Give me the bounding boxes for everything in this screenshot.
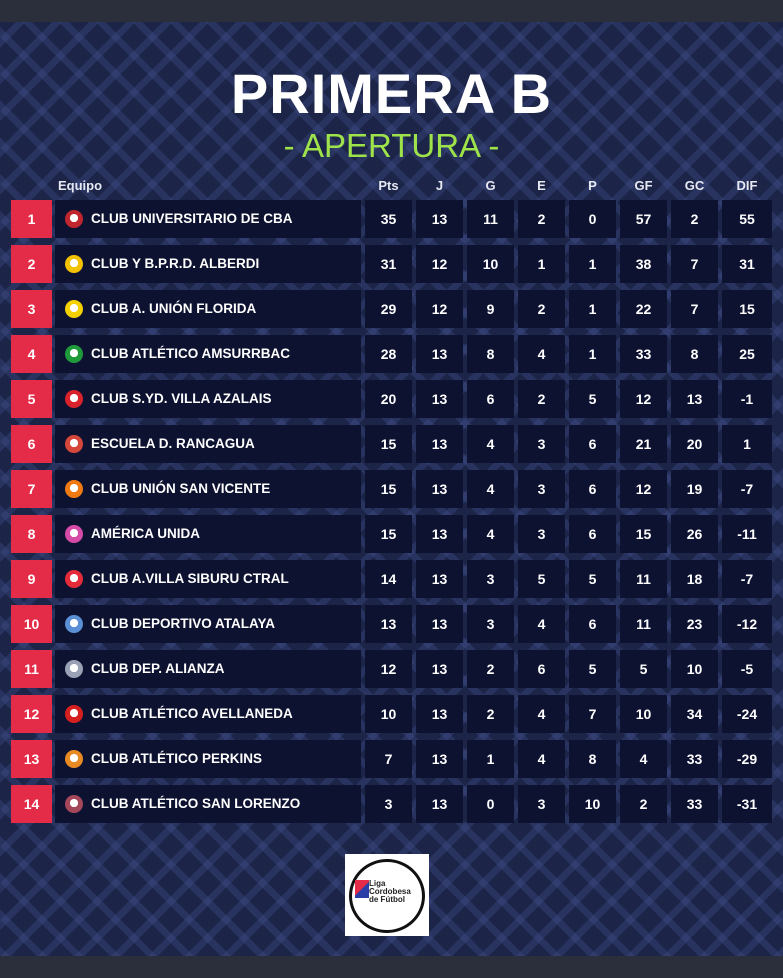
g-cell: 0	[467, 785, 514, 823]
club-crest-icon	[65, 525, 83, 543]
position-cell: 11	[11, 650, 52, 688]
team-name: CLUB ATLÉTICO AMSURRBAC	[91, 346, 290, 361]
header-gc: GC	[684, 178, 705, 193]
pts-cell: 13	[365, 605, 412, 643]
team-name: CLUB A.VILLA SIBURU CTRAL	[91, 571, 289, 586]
g-cell: 1	[467, 740, 514, 778]
j-cell: 13	[416, 695, 463, 733]
p-cell: 6	[569, 470, 616, 508]
table-row	[0, 425, 783, 463]
gf-cell: 2	[620, 785, 667, 823]
g-cell: 10	[467, 245, 514, 283]
p-cell: 5	[569, 380, 616, 418]
club-crest-icon	[65, 435, 83, 453]
e-cell: 2	[518, 380, 565, 418]
dif-cell: -31	[722, 785, 772, 823]
e-cell: 2	[518, 200, 565, 238]
j-cell: 13	[416, 200, 463, 238]
team-cell	[55, 425, 361, 463]
e-cell: 3	[518, 425, 565, 463]
club-crest-icon	[65, 480, 83, 498]
pts-cell: 31	[365, 245, 412, 283]
j-cell: 13	[416, 785, 463, 823]
club-crest-icon	[65, 390, 83, 408]
position-cell: 10	[11, 605, 52, 643]
pts-cell: 15	[365, 425, 412, 463]
gf-cell: 5	[620, 650, 667, 688]
table-row	[0, 470, 783, 508]
p-cell: 1	[569, 290, 616, 328]
pts-cell: 12	[365, 650, 412, 688]
team-cell	[55, 605, 361, 643]
j-cell: 12	[416, 290, 463, 328]
j-cell: 13	[416, 335, 463, 373]
team-cell	[55, 515, 361, 553]
club-crest-icon	[65, 255, 83, 273]
club-crest-icon	[65, 570, 83, 588]
club-crest-icon	[65, 345, 83, 363]
table-row	[0, 740, 783, 778]
dif-cell: -11	[722, 515, 772, 553]
team-name: CLUB ATLÉTICO PERKINS	[91, 751, 262, 766]
pts-cell: 35	[365, 200, 412, 238]
e-cell: 3	[518, 785, 565, 823]
e-cell: 4	[518, 740, 565, 778]
g-cell: 3	[467, 560, 514, 598]
e-cell: 4	[518, 605, 565, 643]
j-cell: 12	[416, 245, 463, 283]
team-name: ESCUELA D. RANCAGUA	[91, 436, 255, 451]
table-row	[0, 785, 783, 823]
table-row	[0, 515, 783, 553]
team-cell	[55, 380, 361, 418]
position-cell: 7	[11, 470, 52, 508]
league-logo-text: Liga Cordobesa de Fútbol	[369, 879, 411, 904]
p-cell: 1	[569, 245, 616, 283]
gc-cell: 26	[671, 515, 718, 553]
p-cell: 0	[569, 200, 616, 238]
pts-cell: 29	[365, 290, 412, 328]
gc-cell: 20	[671, 425, 718, 463]
dif-cell: 25	[722, 335, 772, 373]
page-subtitle: - APERTURA -	[283, 127, 500, 164]
team-name: AMÉRICA UNIDA	[91, 526, 200, 541]
e-cell: 4	[518, 335, 565, 373]
e-cell: 3	[518, 515, 565, 553]
e-cell: 3	[518, 470, 565, 508]
g-cell: 4	[467, 425, 514, 463]
position-cell: 4	[11, 335, 52, 373]
header-pts: Pts	[378, 178, 399, 193]
position-cell: 13	[11, 740, 52, 778]
header-e: E	[537, 178, 546, 193]
position-cell: 12	[11, 695, 52, 733]
gf-cell: 21	[620, 425, 667, 463]
gf-cell: 15	[620, 515, 667, 553]
table-row	[0, 335, 783, 373]
table-row	[0, 695, 783, 733]
team-cell	[55, 740, 361, 778]
header-p: P	[588, 178, 597, 193]
pts-cell: 3	[365, 785, 412, 823]
table-row	[0, 200, 783, 238]
dif-cell: 15	[722, 290, 772, 328]
league-logo	[345, 854, 429, 936]
team-cell	[55, 650, 361, 688]
team-name: CLUB A. UNIÓN FLORIDA	[91, 301, 257, 316]
j-cell: 13	[416, 380, 463, 418]
g-cell: 2	[467, 695, 514, 733]
gc-cell: 8	[671, 335, 718, 373]
gc-cell: 10	[671, 650, 718, 688]
header-j: J	[435, 178, 444, 193]
pts-cell: 20	[365, 380, 412, 418]
p-cell: 8	[569, 740, 616, 778]
gf-cell: 57	[620, 200, 667, 238]
dif-cell: 31	[722, 245, 772, 283]
p-cell: 6	[569, 605, 616, 643]
team-name: CLUB S.YD. VILLA AZALAIS	[91, 391, 272, 406]
dif-cell: -1	[722, 380, 772, 418]
pts-cell: 10	[365, 695, 412, 733]
p-cell: 6	[569, 515, 616, 553]
p-cell: 5	[569, 650, 616, 688]
position-cell: 9	[11, 560, 52, 598]
position-cell: 8	[11, 515, 52, 553]
position-cell: 14	[11, 785, 52, 823]
team-name: CLUB DEPORTIVO ATALAYA	[91, 616, 276, 631]
g-cell: 11	[467, 200, 514, 238]
team-name: CLUB DEP. ALIANZA	[91, 661, 225, 676]
j-cell: 13	[416, 425, 463, 463]
header-gf: GF	[634, 178, 653, 193]
g-cell: 6	[467, 380, 514, 418]
team-cell	[55, 560, 361, 598]
team-cell	[55, 695, 361, 733]
p-cell: 7	[569, 695, 616, 733]
team-name: CLUB UNIÓN SAN VICENTE	[91, 481, 271, 496]
g-cell: 9	[467, 290, 514, 328]
standings-poster	[0, 22, 783, 956]
team-cell	[55, 200, 361, 238]
dif-cell: -7	[722, 470, 772, 508]
dif-cell: 1	[722, 425, 772, 463]
position-cell: 5	[11, 380, 52, 418]
position-cell: 3	[11, 290, 52, 328]
gf-cell: 22	[620, 290, 667, 328]
g-cell: 8	[467, 335, 514, 373]
gc-cell: 19	[671, 470, 718, 508]
dif-cell: -24	[722, 695, 772, 733]
team-cell	[55, 470, 361, 508]
p-cell: 5	[569, 560, 616, 598]
pts-cell: 14	[365, 560, 412, 598]
gc-cell: 13	[671, 380, 718, 418]
e-cell: 4	[518, 695, 565, 733]
table-row	[0, 650, 783, 688]
club-crest-icon	[65, 210, 83, 228]
gf-cell: 33	[620, 335, 667, 373]
header-dif: DIF	[736, 178, 758, 193]
gc-cell: 33	[671, 740, 718, 778]
table-row	[0, 560, 783, 598]
header-team: Equipo	[58, 178, 103, 193]
g-cell: 3	[467, 605, 514, 643]
club-crest-icon	[65, 795, 83, 813]
g-cell: 4	[467, 515, 514, 553]
dif-cell: -29	[722, 740, 772, 778]
dif-cell: -7	[722, 560, 772, 598]
page-title: PRIMERA B	[230, 62, 553, 125]
j-cell: 13	[416, 515, 463, 553]
g-cell: 2	[467, 650, 514, 688]
header-g: G	[485, 178, 496, 193]
team-name: CLUB ATLÉTICO SAN LORENZO	[91, 796, 301, 811]
j-cell: 13	[416, 560, 463, 598]
gc-cell: 34	[671, 695, 718, 733]
pts-cell: 28	[365, 335, 412, 373]
team-name: CLUB Y B.P.R.D. ALBERDI	[91, 256, 260, 271]
team-cell	[55, 335, 361, 373]
team-cell	[55, 290, 361, 328]
club-crest-icon	[65, 705, 83, 723]
j-cell: 13	[416, 470, 463, 508]
gf-cell: 11	[620, 560, 667, 598]
e-cell: 2	[518, 290, 565, 328]
gc-cell: 33	[671, 785, 718, 823]
gf-cell: 12	[620, 380, 667, 418]
gf-cell: 11	[620, 605, 667, 643]
gf-cell: 12	[620, 470, 667, 508]
gf-cell: 4	[620, 740, 667, 778]
club-crest-icon	[65, 615, 83, 633]
g-cell: 4	[467, 470, 514, 508]
table-row	[0, 605, 783, 643]
gc-cell: 23	[671, 605, 718, 643]
p-cell: 1	[569, 335, 616, 373]
table-row	[0, 245, 783, 283]
gc-cell: 7	[671, 290, 718, 328]
table-row	[0, 380, 783, 418]
pts-cell: 7	[365, 740, 412, 778]
dif-cell: -5	[722, 650, 772, 688]
e-cell: 1	[518, 245, 565, 283]
pts-cell: 15	[365, 470, 412, 508]
p-cell: 10	[569, 785, 616, 823]
dif-cell: 55	[722, 200, 772, 238]
gc-cell: 18	[671, 560, 718, 598]
j-cell: 13	[416, 650, 463, 688]
j-cell: 13	[416, 740, 463, 778]
club-crest-icon	[65, 750, 83, 768]
gc-cell: 2	[671, 200, 718, 238]
dif-cell: -12	[722, 605, 772, 643]
club-crest-icon	[65, 300, 83, 318]
j-cell: 13	[416, 605, 463, 643]
position-cell: 1	[11, 200, 52, 238]
table-row	[0, 290, 783, 328]
league-mark-icon	[355, 880, 369, 898]
team-cell	[55, 245, 361, 283]
team-name: CLUB ATLÉTICO AVELLANEDA	[91, 706, 293, 721]
pts-cell: 15	[365, 515, 412, 553]
position-cell: 2	[11, 245, 52, 283]
p-cell: 6	[569, 425, 616, 463]
team-name: CLUB UNIVERSITARIO DE CBA	[91, 211, 293, 226]
team-cell	[55, 785, 361, 823]
gf-cell: 10	[620, 695, 667, 733]
position-cell: 6	[11, 425, 52, 463]
gf-cell: 38	[620, 245, 667, 283]
club-crest-icon	[65, 660, 83, 678]
gc-cell: 7	[671, 245, 718, 283]
e-cell: 6	[518, 650, 565, 688]
e-cell: 5	[518, 560, 565, 598]
